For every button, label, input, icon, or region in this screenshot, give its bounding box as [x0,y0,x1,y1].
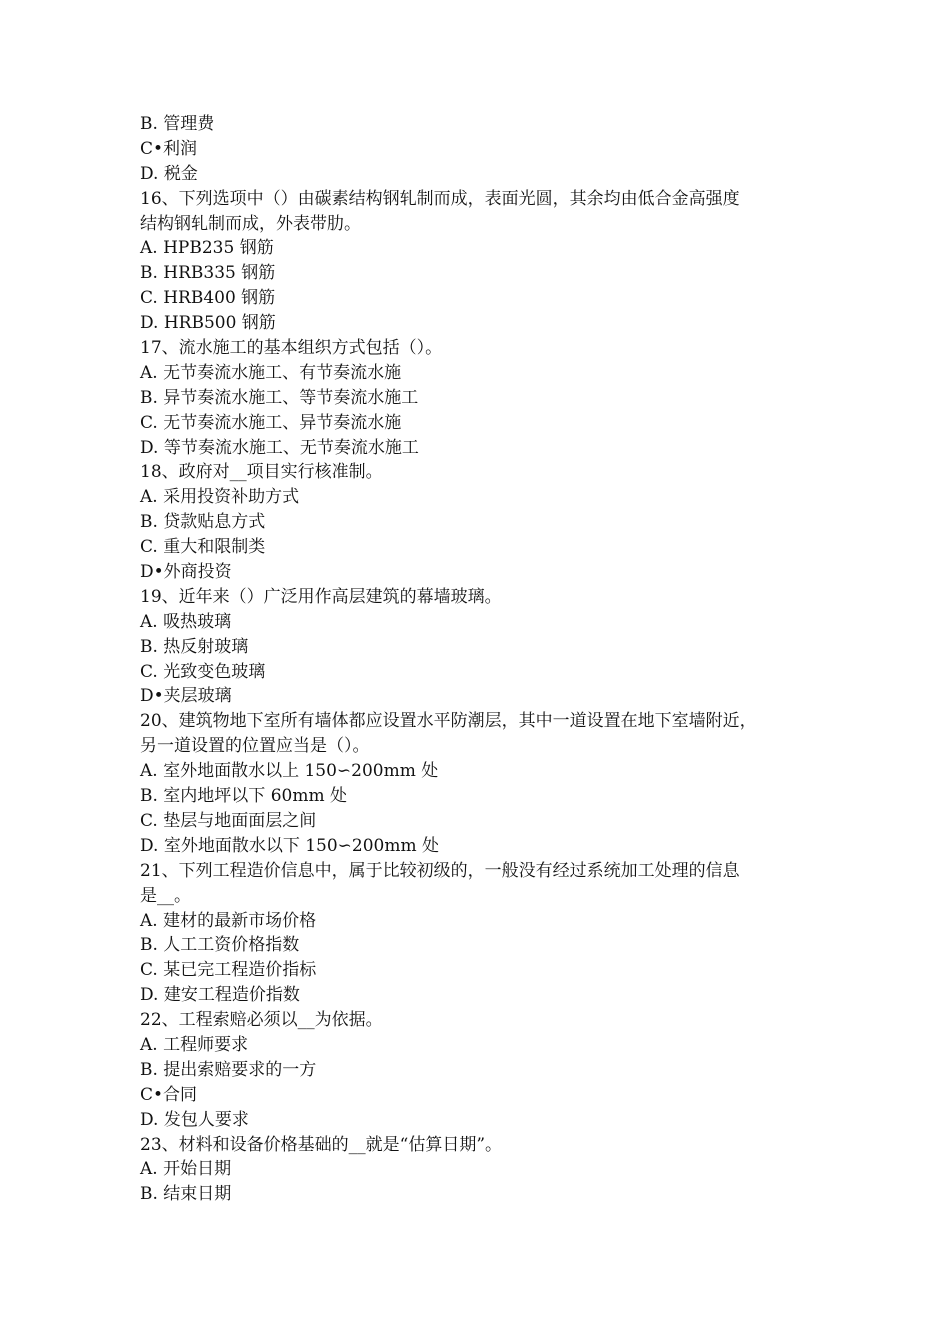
option-line: B. 管理费 [140,114,215,134]
option-line: B. 结束日期 [140,1184,232,1205]
question-16-line-2: 结构钢轧制而成，外表带肋。 [140,213,361,234]
question-17: 17、流水施工的基本组织方式包括（）。 [140,338,443,359]
question-22: 22、工程索赔必须以__为依据。 [140,1010,383,1031]
question-20-line-1: 20、建筑物地下室所有墙体都应设置水平防潮层，其中一道设置在地下室墙附近， [140,711,757,732]
question-16-line-1: 16、下列选项中（）由碳素结构钢轧制而成，表面光圆，其余均由低合金高强度 [140,188,740,209]
option-line: A. 无节奏流水施工、有节奏流水施 [140,362,402,383]
option-line: D•夹层玻璃 [140,686,232,707]
option-line: B. 贷款贴息方式 [140,512,266,533]
option-line: D. 建安工程造价指数 [140,985,300,1006]
option-line: D. HRB500 钢筋 [140,313,276,334]
option-line: A. 吸热玻璃 [140,611,232,632]
option-line: D. 税金 [140,163,198,184]
option-line: B. 热反射玻璃 [140,636,249,657]
option-line: A. 建材的最新市场价格 [140,910,317,931]
option-line: A. HPB235 钢筋 [140,238,274,259]
question-21-line-1: 21、下列工程造价信息中，属于比较初级的，一般没有经过系统加工处理的信息 [140,860,740,881]
option-line: C. 光致变色玻璃 [140,661,266,682]
question-19: 19、近年来（）广泛用作高层建筑的幕墙玻璃。 [140,586,502,607]
option-line: C•合同 [140,1084,198,1105]
option-line: B. 提出索赔要求的一方 [140,1059,317,1080]
option-line: B. 室内地坪以下 60mm 处 [140,786,347,807]
option-line: C. 无节奏流水施工、异节奏流水施 [140,412,402,433]
option-line: B. 人工工资价格指数 [140,935,300,956]
option-line: C. 重大和限制类 [140,537,266,558]
option-line: A. 采用投资补助方式 [140,487,300,508]
option-line: D. 室外地面散水以下 150∽200mm 处 [140,835,440,856]
option-line: B. HRB335 钢筋 [140,263,276,284]
option-line: A. 工程师要求 [140,1034,249,1055]
option-line: C. HRB400 钢筋 [140,288,276,309]
option-line: D•外商投资 [140,562,232,583]
option-line: A. 室外地面散水以上 150∽200mm 处 [140,761,439,782]
option-line: D. 发包人要求 [140,1109,249,1130]
question-18: 18、政府对__项目实行核准制。 [140,462,383,483]
option-line: C. 垫层与地面面层之间 [140,810,317,831]
option-line: C•利润 [140,138,198,159]
question-20-line-2: 另一道设置的位置应当是（）。 [140,736,370,757]
question-23: 23、材料和设备价格基础的__就是“估算日期”。 [140,1134,503,1155]
option-line: B. 异节奏流水施工、等节奏流水施工 [140,387,419,408]
option-line: D. 等节奏流水施工、无节奏流水施工 [140,437,419,458]
document-page [140,112,830,1207]
option-line: C. 某已完工程造价指标 [140,960,317,981]
question-21-line-2: 是__。 [140,885,191,906]
option-line: A. 开始日期 [140,1159,232,1180]
